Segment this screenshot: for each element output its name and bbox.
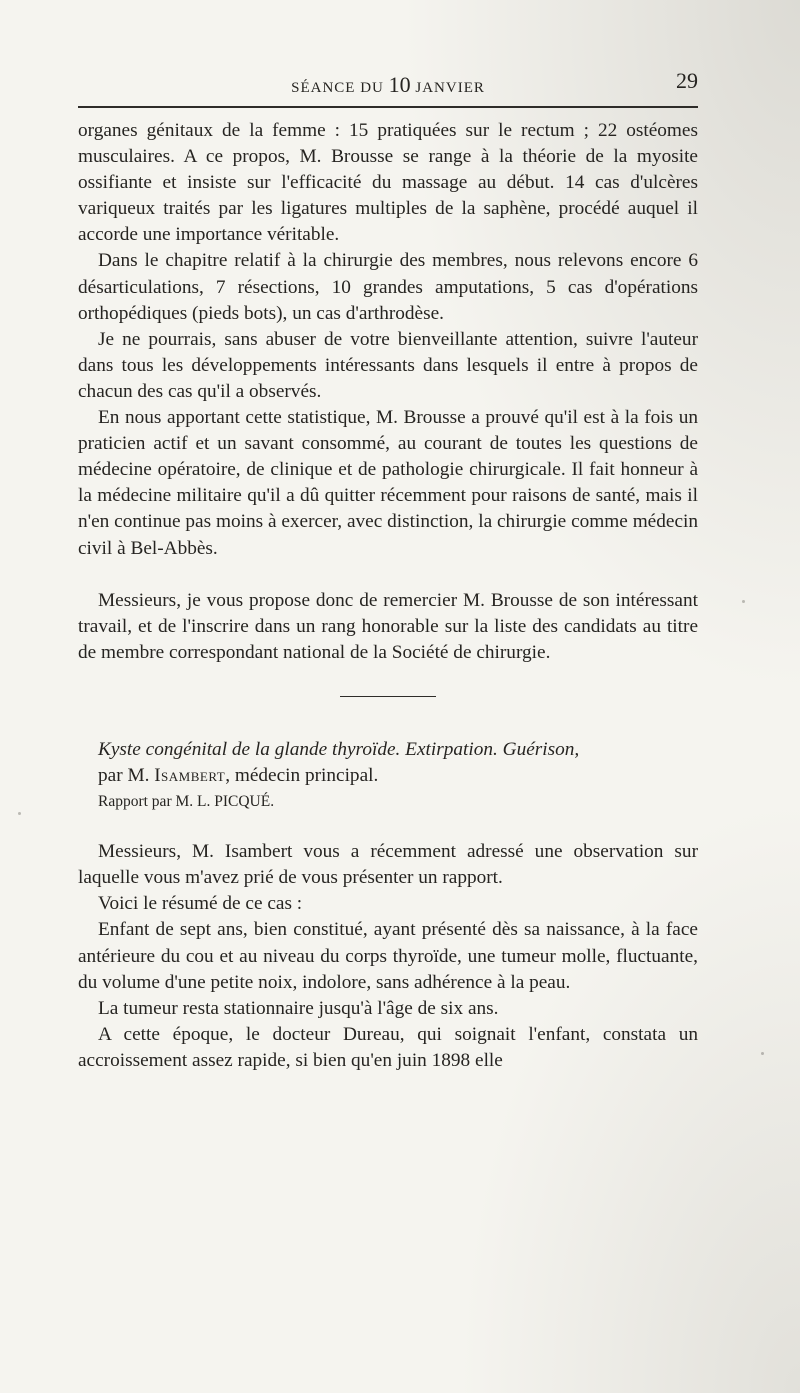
paragraph: Dans le chapitre relatif à la chirurgie des membres, nous relevons encore 6 désarticulations, 7 résections, 10 grandes amputations, 5 cas d'opérations orthopédiques (pieds bots), un cas d'arthrodèse. bbox=[78, 250, 698, 324]
section-gap bbox=[78, 697, 698, 737]
header-rule bbox=[78, 106, 698, 108]
paragraph: En nous apportant cette statistique, M. Brousse a prouvé qu'il est à la fois un praticien actif et un savant consommé, au courant de toutes les questions de médecine opératoire, de clinique et de pathologie chirurgicale. Il fait honneur à la médecine militaire qu'il a dû quitter récemment pour raisons de santé, mais il n'en continue pas moins à exercer, avec distinction, la chirurgie comme médecin civil à Bel-Abbès. bbox=[78, 407, 698, 559]
paragraph: Enfant de sept ans, bien constitué, ayant présenté dès sa naissance, à la face antérieure du cou et au niveau du corps thyroïde, une tumeur molle, fluctuante, du volume d'une petite noix, indolore, sans adhérence à la peau. bbox=[78, 919, 698, 993]
paragraph: La tumeur resta stationnaire jusqu'à l'âge de six ans. bbox=[98, 997, 499, 1019]
running-header bbox=[78, 66, 698, 100]
running-title-day: 10 bbox=[388, 72, 411, 97]
running-title-prefix: SÉANCE DU bbox=[291, 80, 384, 96]
paragraph-gap bbox=[78, 562, 698, 588]
byline-prefix: par M. bbox=[98, 764, 150, 786]
page-number: 29 bbox=[676, 68, 698, 93]
running-title-month: JANVIER bbox=[415, 80, 485, 96]
paragraph: organes génitaux de la femme : 15 pratiquées sur le rectum ; 22 ostéomes musculaires. A ce propos, M. Brousse se range à la théorie de la myosite ossifiante et insiste sur l'efficacité du massage au début. 14 cas d'ulcères variqueux traités par les ligatures multiples de la saphène, procédé auquel il accorde une importance véritable. bbox=[78, 120, 698, 246]
section-gap bbox=[78, 815, 698, 839]
report-line: Rapport par M. L. PICQUÉ. bbox=[98, 793, 275, 811]
paper-speck bbox=[761, 1052, 764, 1055]
paragraph: Je ne pourrais, sans abuser de votre bienveillante attention, suivre l'auteur dans tous les développements intéressants dans lesquels il entre à propos de chacun des cas qu'il a observés. bbox=[78, 328, 698, 402]
paper-speck bbox=[18, 812, 21, 815]
section-gap bbox=[78, 666, 698, 696]
paper-speck bbox=[742, 600, 745, 603]
body-text bbox=[78, 118, 698, 1074]
article-byline bbox=[78, 763, 698, 789]
paragraph: Voici le résumé de ce cas : bbox=[98, 893, 303, 915]
paragraph: Messieurs, M. Isambert vous a récemment adressé une observation sur laquelle vous m'avez prié de vous présenter un rapport. bbox=[78, 841, 698, 889]
byline-suffix: , médecin principal. bbox=[225, 764, 379, 786]
conclusion-paragraph: Messieurs, je vous propose donc de remercier M. Brousse de son intéressant travail, et de l'inscrire dans un rang honorable sur la liste des candidats au titre de membre correspondant national de la Société de chirurgie. bbox=[78, 589, 698, 663]
paragraph: A cette époque, le docteur Dureau, qui soignait l'enfant, constata un accroissement assez rapide, si bien qu'en juin 1898 elle bbox=[78, 1023, 698, 1071]
author-name: Isambert bbox=[154, 764, 226, 786]
article-title: Kyste congénital de la glande thyroïde. Extirpation. Guérison, bbox=[98, 738, 580, 760]
running-title bbox=[78, 72, 698, 98]
